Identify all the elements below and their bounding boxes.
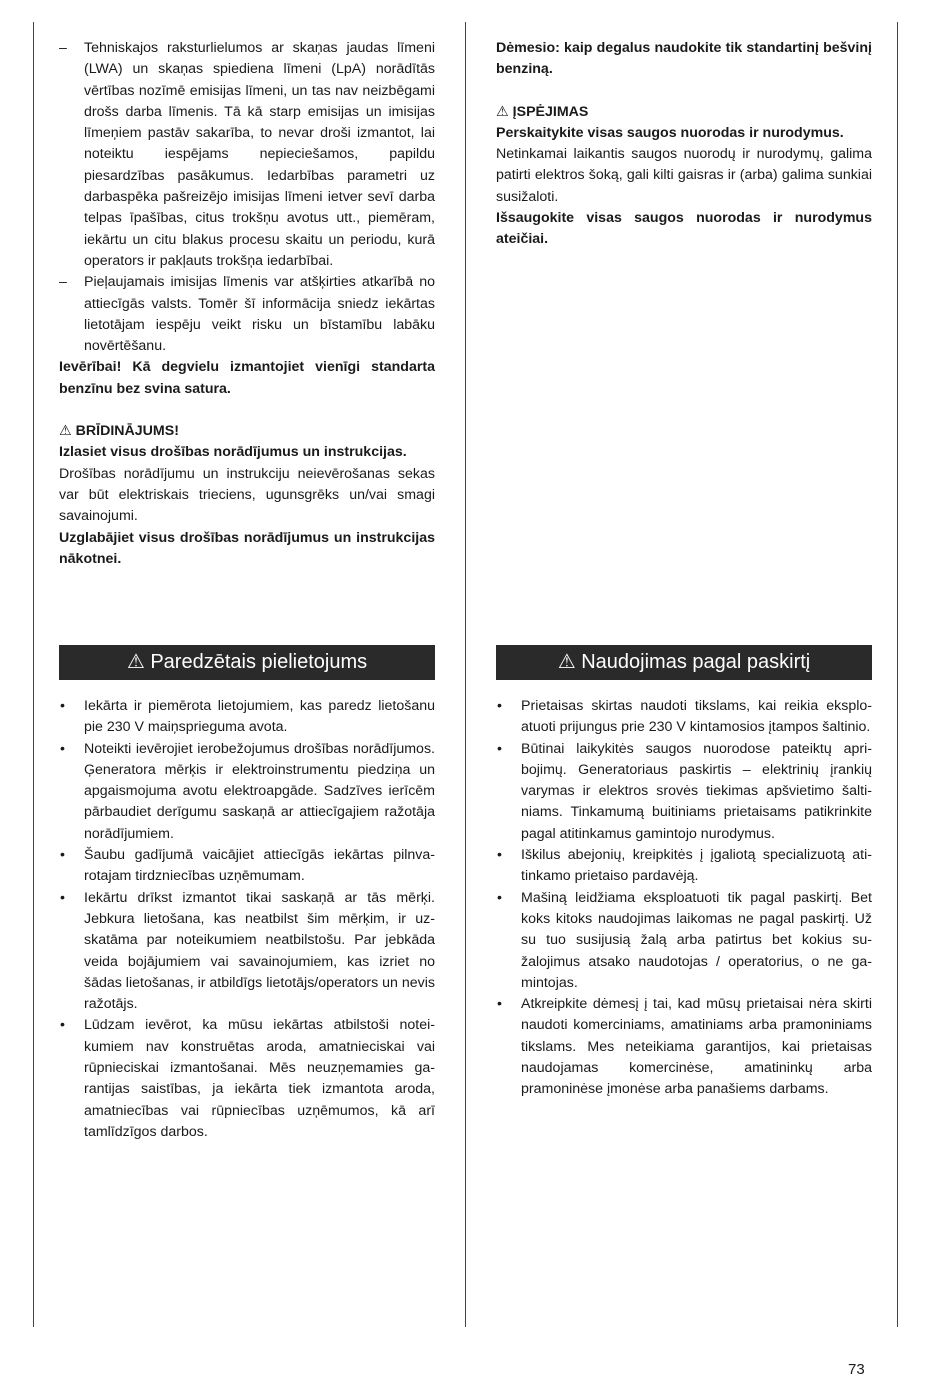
warning-keep-text: Uzglabājiet visus drošības norādījumus un instrukcijas nākotnei. — [59, 529, 435, 567]
warning-bold-text: Izlasiet visus drošības norādījumus un instrukcijas. — [59, 444, 407, 461]
list-item: • Mašiną leidžiama eksploatuoti tik pagal paskirtį. Bet koks kitoks naudojimas laikomas ne pagal paskirtį. Už su tuo susijusią žalą arba patirtus bet kokius sužalojimus atsako naudotojas / operatorius, o ne gamintojas. — [496, 888, 872, 994]
warning-bold-text: Perskaitykite visas saugos nuorodas ir nurodymus. — [496, 124, 844, 141]
fuel-attention-note: Dėmesio: kaip degalus naudokite tik standartinį bešvinį benziną. — [496, 40, 872, 78]
intended-use-list — [496, 696, 872, 1101]
intended-use-lt — [496, 696, 872, 1101]
list-item: • Lūdzam ievērot, ka mūsu iekārtas atbilstoši noteikumiem nav konstruētas aroda, amatnieciskai vai rūpnieciskai izmantošanai. Mēs neuzņemamies garantijas saistības, ja iekārta tiek izmantota aroda, amatniecības vai rūpniecības uzņēmumos, kā arī tamlīdzīgos darbos. — [59, 1015, 435, 1143]
intended-use-lv — [59, 696, 435, 1143]
warning-heading: ⚠ ĮSPĖJIMAS — [496, 103, 589, 120]
list-item: • Būtinai laikykitės saugos nuorodose pateiktų apribojimų. Generatoriaus paskirtis – elektrinių įrankių varymas ir elektros srovės tiekimas apšvietimo šaltiniams. Tinkamumą buitiniams prietaisams patikrinkite pagal atitinkamus gamintojo nurodymus. — [496, 739, 872, 845]
list-item: • Šaubu gadījumā vaicājiet attiecīgās iekārtas pilnvarotajam tirdzniecības uzņēmumam. — [59, 845, 435, 888]
list-item: • Iškilus abejonių, kreipkitės į įgaliotą specializuotą atitinkamo prietaiso pardavėją. — [496, 845, 872, 888]
left-border — [33, 22, 34, 1327]
warning-keep-text: Išsaugokite visas saugos nuorodas ir nurodymus ateičiai. — [496, 210, 872, 248]
warning-text: Netinkamai laikantis saugos nuorodų ir nurodymų, galima patirti elektros šoką, gali kilti gaisras ir (arba) galima sunkiai susižaloti. — [496, 146, 872, 205]
right-column-intro — [496, 38, 872, 251]
center-divider — [465, 22, 466, 1327]
list-item: • Iekārta ir piemērota lietojumiem, kas paredz lietošanu pie 230 V maiņsprieguma avota. — [59, 696, 435, 739]
list-item: • Iekārtu drīkst izmantot tikai saskaņā ar tās mērķi. Jebkura lietošana, kas neatbilst šim mērķim, ir uzskatāma par noteikumiem neatbilstošu. Par jebkāda veida bojājumiem vai savainojumiem, kas izriet no šādas lietošanas, ir atbildīgs lietotājs/operators un nevis ražotājs. — [59, 888, 435, 1016]
warning-heading: ⚠ BRĪDINĀJUMS! — [59, 423, 179, 440]
list-item: – Pieļaujamais imisijas līmenis var atšķirties atkarībā no attiecīgās valsts. Tomēr šī informācija sniedz iekārtas lietotājam iespēju veikt risku un bīstamību labāku novērtēšanu. — [59, 272, 435, 357]
warning-text: Drošības norādījumu un instrukciju neievērošanas sekas var būt elektriskais trieciens, ugunsgrēks un/vai smagi savainojumi. — [59, 465, 435, 525]
list-item: – Tehniskajos raksturlielumos ar skaņas jaudas līmeni (LWA) un skaņas spiediena līmeni (LpA) norādītās vērtības nozīmē emisijas līmeni, un tas nav neizbēgami drošs darba līmenis. Tā kā starp emisijas un imisijas līmeņiem pastāv sakarība, to nevar droši izmantot, lai noteiktu iespējams nepieciešamos, papildu piesardzības pasākumus. Iedarbības parametri uz darbaspēka pašreizējo imisijas līmeni ietver sevī darba telpas īpašības, citus trokšņu avotus utt., piemēram, iekārtu un citu blakus procesu skaitu un periodu, kurā operators ir pakļauts trokšņa iedarbībai. — [59, 38, 435, 272]
fuel-attention-note: Ievērībai! Kā degvielu izmantojiet vienīgi standarta benzīnu bez svina satura. — [59, 359, 435, 397]
section-title-intended-use-lv: ⚠ Paredzētais pielietojums — [59, 645, 435, 680]
list-item: • Atkreipkite dėmesį į tai, kad mūsų prietaisai nėra skirti naudoti komerciniams, amatiniams arba pramoniniams tikslams. Mes neteikiama garantijos, kai prietaisas naudojamas komercinėse, amatininkų arba pramoninėse įmonėse arba panašiems darbams. — [496, 994, 872, 1100]
list-item: • Prietaisas skirtas naudoti tikslams, kai reikia eksploatuoti prijungus prie 230 V kintamosios įtampos šaltinio. — [496, 696, 872, 739]
left-column-intro — [59, 38, 435, 570]
list-item: • Noteikti ievērojiet ierobežojumus drošības norādījumos. Ģeneratora mērķis ir elektroinstrumentu piedziņa un apgaismojuma avotu elektroapgāde. Sadzīves ierīcēm pārbaudiet derīgumu saskaņā ar attiecīgajiem ražotāja norādījumiem. — [59, 739, 435, 845]
section-title-intended-use-lt: ⚠ Naudojimas pagal paskirtį — [496, 645, 872, 680]
noise-notes-list — [59, 38, 435, 357]
page-number: 73 — [848, 1361, 865, 1378]
intended-use-list — [59, 696, 435, 1143]
right-border — [897, 22, 898, 1327]
